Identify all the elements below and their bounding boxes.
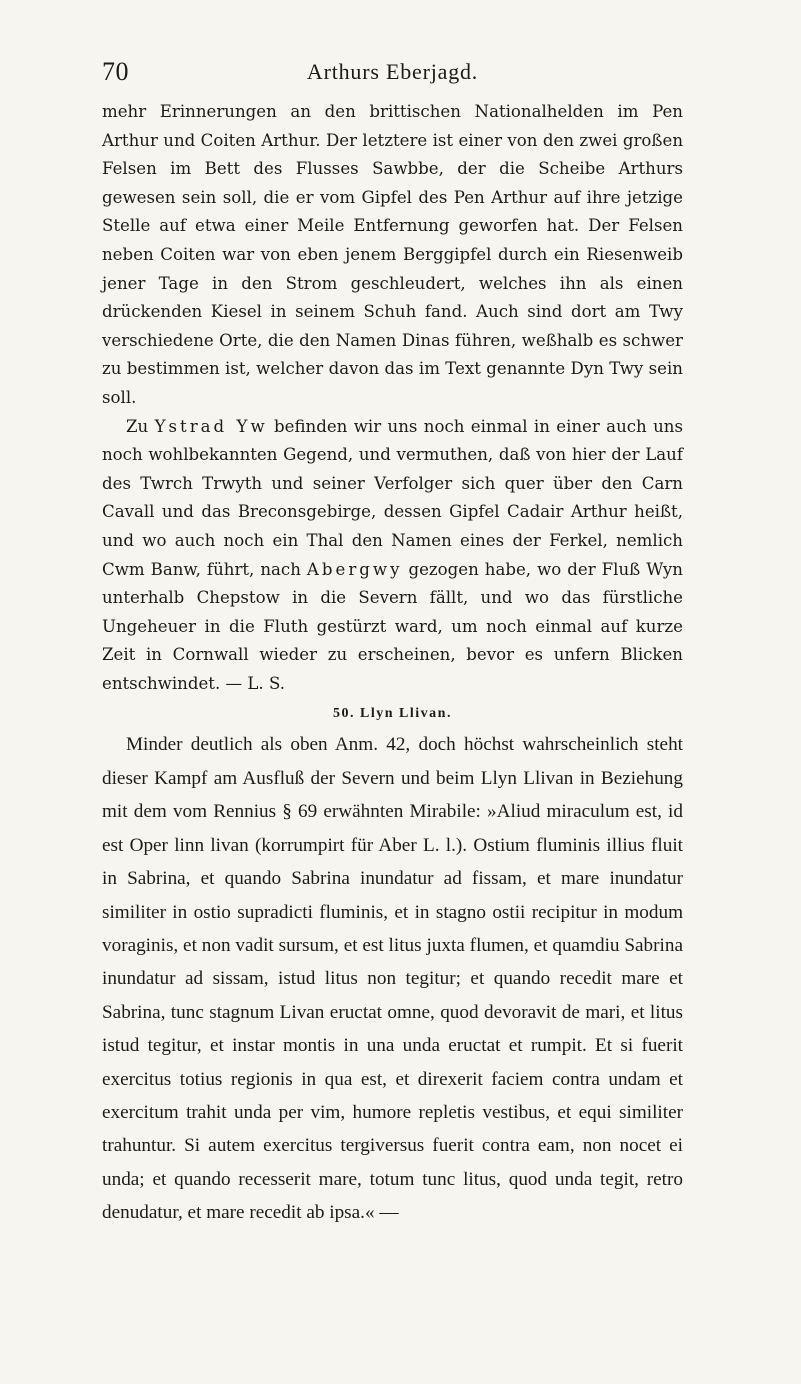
paragraph-2-text-start: Zu — [126, 416, 155, 436]
body-paragraph-1: mehr Erinnerungen an den brittischen Nationalhelden im Pen Arthur und Coiten Arthur. Der letztere ist einer von den zwei großen Felsen im Bett des Flusses Sawbbe, der die Scheibe Arthurs gewesen sein soll, die er vom Gipfel des Pen Arthur auf ihre jetzige Stelle auf etwa einer Meile Entfernung geworfen hat. Der Felsen neben Coiten war von eben jenem Berggipfel durch ein Riesenweib jener Tage in den Strom geschleudert, welches ihn als einen drückenden Kiesel in seinem Schuh fand. Auch sind dort am Twy verschiedene Orte, die den Namen Dinas führen, weßhalb es schwer zu bestimmen ist, welcher davon das im Text genannte Dyn Twy sein soll. — [102, 102, 683, 407]
paragraph-2-text-middle: befinden wir uns noch einmal in einer auch uns noch wohlbekannten Gegend, und vermuthen, daß von hier der Lauf des Twrch Trwyth und seiner Verfolger sich quer über den Carn Cavall und das Breconsgebirge, dessen Gipfel Cadair Arthur heißt, und wo auch noch ein Thal den Namen eines der Ferkel, nemlich Cwm Banw, führt, nach — [102, 416, 683, 579]
place-name-ystrad-yw: Ystrad Yw — [154, 416, 268, 436]
page-number: 70 — [102, 57, 129, 86]
body-paragraph-2 — [102, 413, 683, 699]
note-heading: 50. Llyn Llivan. — [333, 706, 452, 722]
running-title: Arthurs Eberjagd. — [306, 59, 479, 84]
page-header — [102, 52, 683, 92]
place-name-abergwy: Abergwy — [306, 559, 403, 579]
note-paragraph: Minder deutlich als oben Anm. 42, doch höchst wahrscheinlich steht dieser Kampf am Ausfluß der Severn und beim Llyn Llivan in Beziehung mit dem vom Rennius § 69 erwähnten Mirabile: »Aliud miraculum est, id est Oper linn livan (korrumpirt für Aber L. l.). Ostium fluminis illius fluit in Sabrina, et quando Sabrina inundatur ad fissam, et mare inundatur similiter in ostio supradicti fluminis, et in stagno ostii recipitur in modum voraginis, et non vadit sursum, et est litus juxta flumen, et quamdiu Sabrina inundatur ad sissam, istud litus non tegitur; et quando recedit mare et Sabrina, tunc stagnum Livan eructat omne, quod devoravit de mari, et litus istud tegitur, et instar montis in una unda eructat et rumpit. Et si fuerit exercitus totius regionis in qua est, et direxerit faciem contra undam et exercitum trahit unda per vim, humore repletis vestibus, et equi similiter trahuntur. Si autem exercitus tergiversus fuerit contra eam, non nocet ei unda; et quando recesserit mare, totum tunc litus, quod unda tegit, retro denudatur, et mare recedit ab ipsa.« — — [102, 734, 683, 1224]
paragraph-2-text-end: gezogen habe, wo der Fluß Wyn unterhalb Chepstow in die Severn fällt, und wo das fürstliche Ungeheuer in die Fluth gestürzt ward, um noch einmal auf kurze Zeit in Cornwall wieder zu erscheinen, bevor es unfern Blicken entschwindet. — L. S. — [102, 559, 683, 693]
